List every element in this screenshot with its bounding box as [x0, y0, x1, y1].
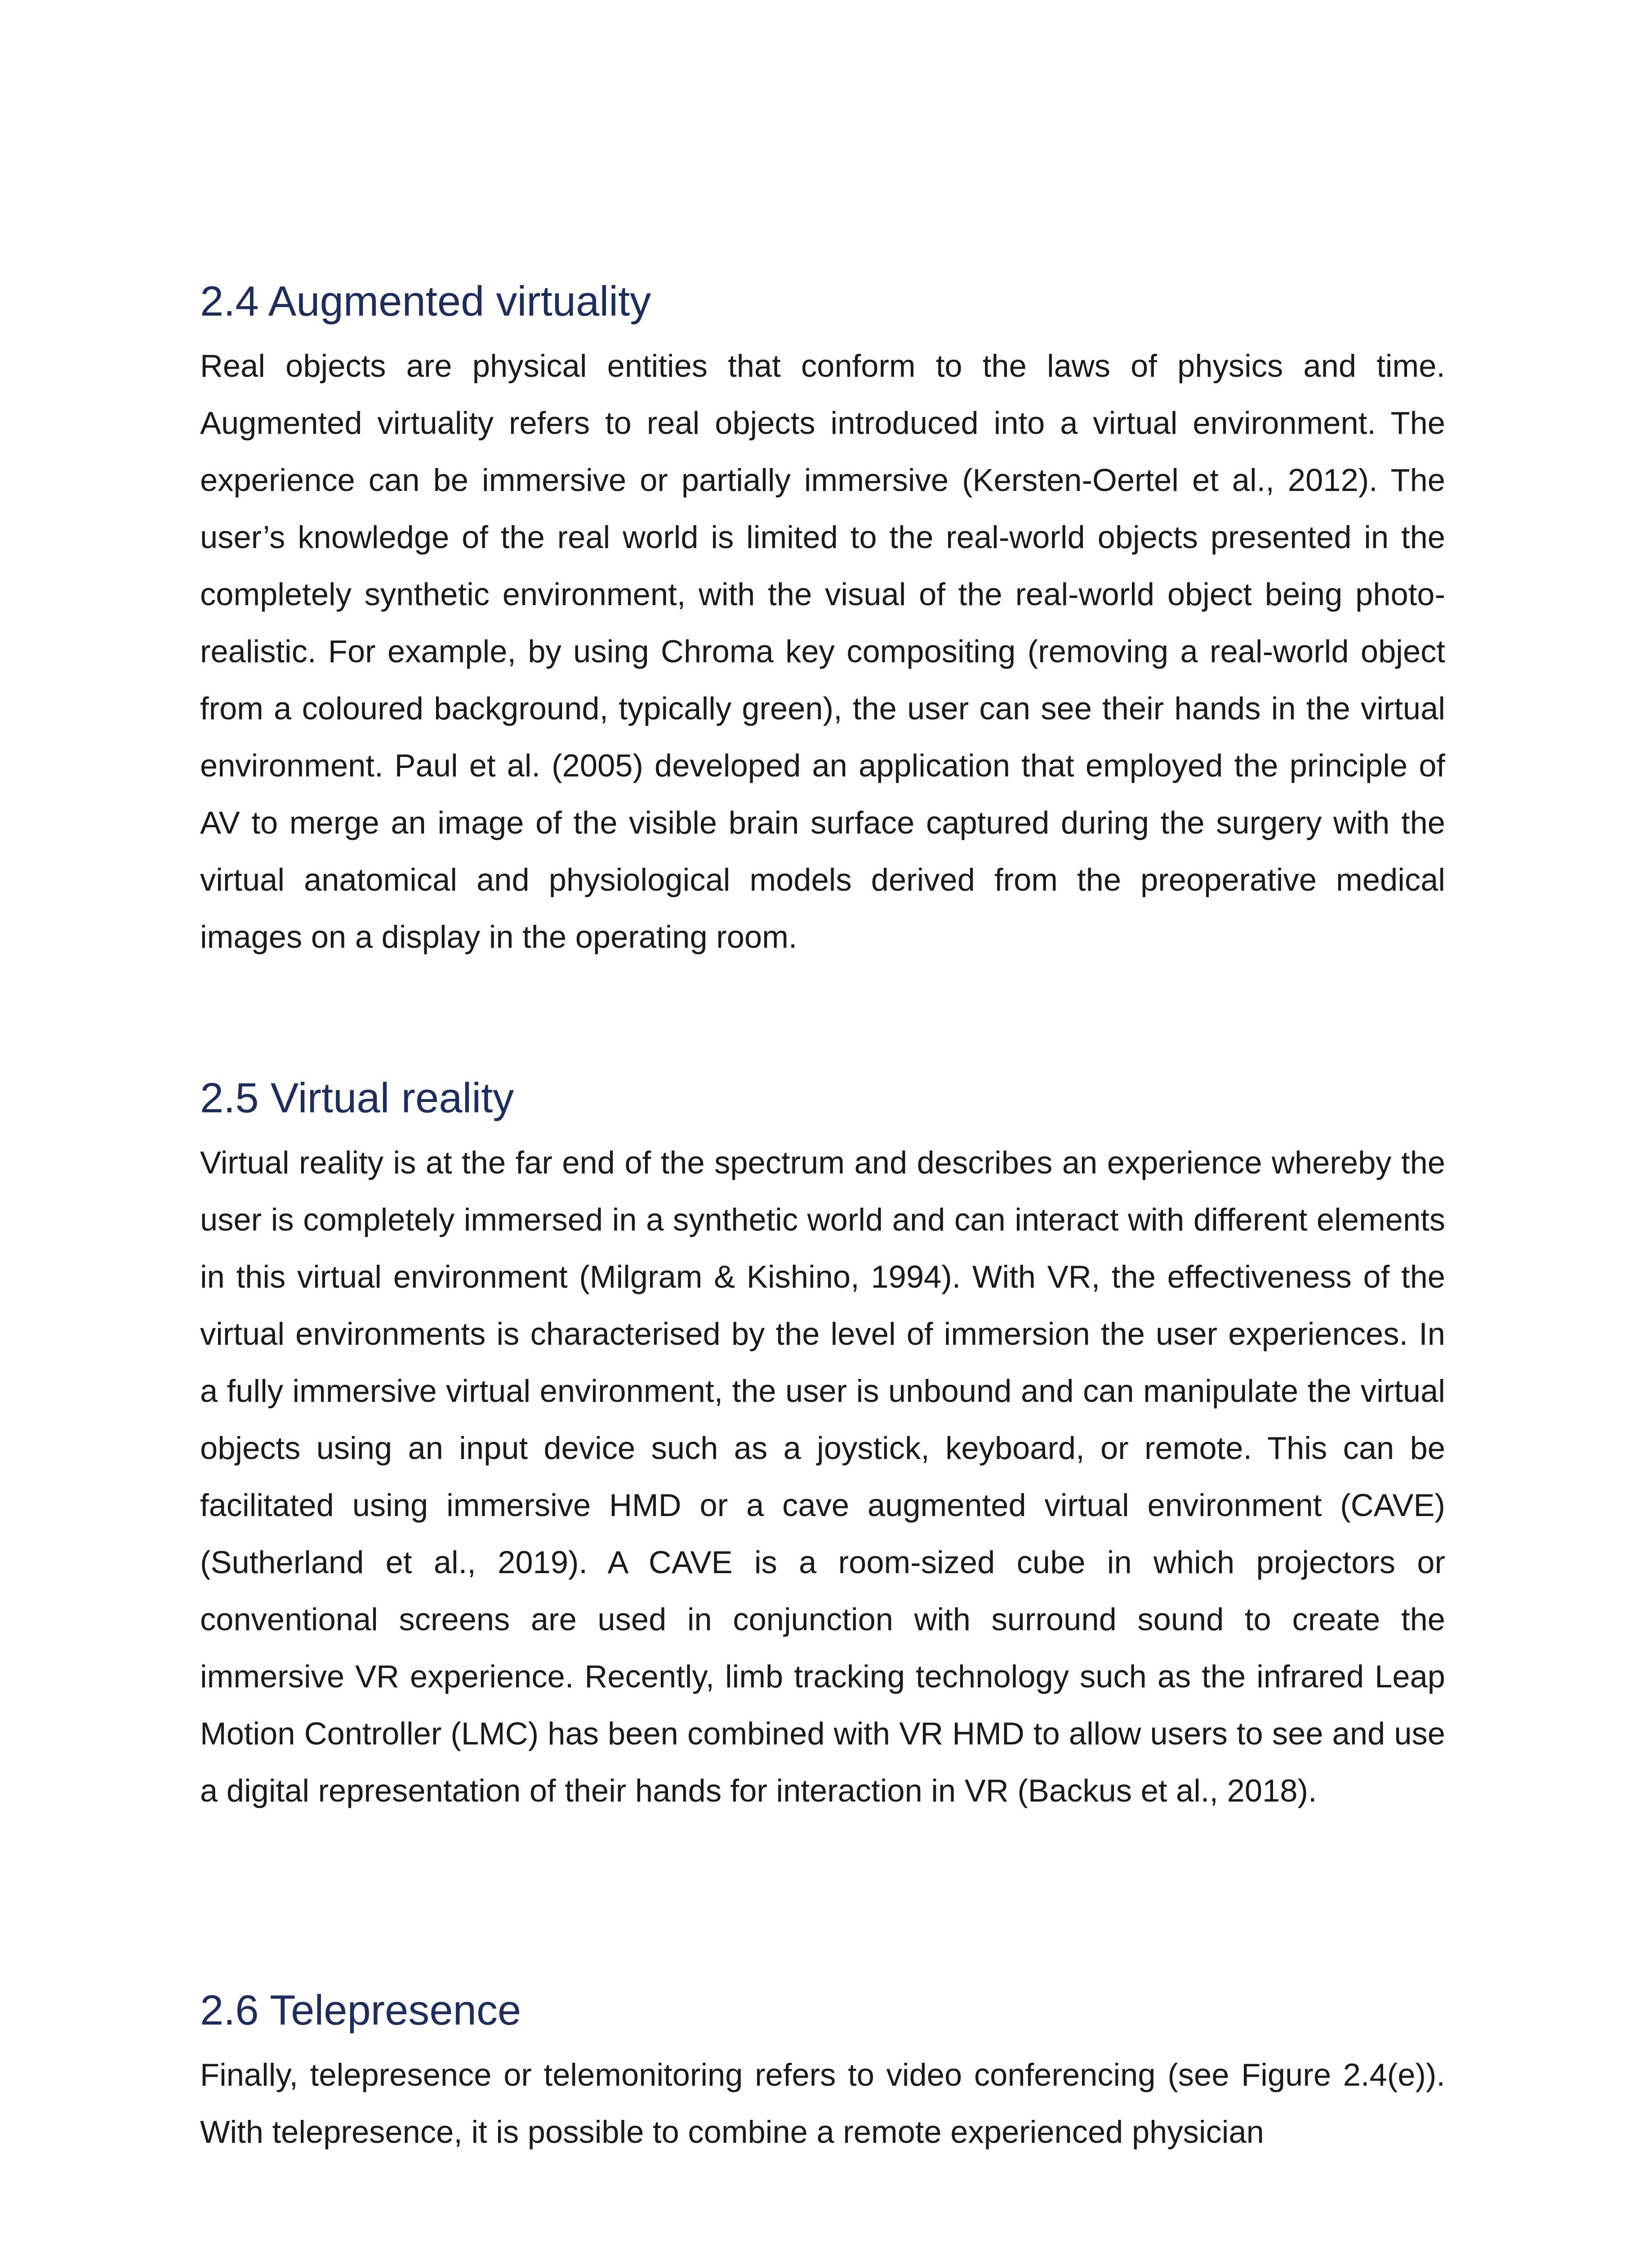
- section-paragraph: Finally, telepresence or telemonitoring refers to video conferencing (see Figure 2.4(e)). With telepresence, it is possible to combine a remote experienced physician: [200, 2057, 1445, 2150]
- section-telepresence: [200, 1983, 1445, 2160]
- section-augmented-virtuality: [200, 274, 1445, 965]
- section-heading: 2.6 Telepresence: [200, 1986, 521, 2034]
- section-paragraph: Real objects are physical entities that conform to the laws of physics and time. Augmented virtuality refers to real objects introduced into a virtual environment. The experience can be immersive or partially immersive (Kersten-Oertel et al., 2012). The user’s knowledge of the real world is limited to the real-world objects presented in the completely synthetic environment, with the visual of the real-world object being photo-realistic. For example, by using Chroma key compositing (removing a real-world object from a coloured background, typically green), the user can see their hands in the virtual environment. Paul et al. (2005) developed an application that employed the principle of AV to merge an image of the visible brain surface captured during the surgery with the virtual anatomical and physiological models derived from the preoperative medical images on a display in the operating room.: [200, 348, 1445, 955]
- section-virtual-reality: [200, 1071, 1445, 1819]
- section-heading: 2.4 Augmented virtuality: [200, 277, 651, 325]
- section-heading: 2.5 Virtual reality: [200, 1074, 514, 1121]
- section-paragraph: Virtual reality is at the far end of the spectrum and describes an experience whereby the user is completely immersed in a synthetic world and can interact with different elements in this virtual environment (Milgram & Kishino, 1994). With VR, the effectiveness of the virtual environments is characterised by the level of immersion the user experiences. In a fully immersive virtual environment, the user is unbound and can manipulate the virtual objects using an input device such as a joystick, keyboard, or remote. This can be facilitated using immersive HMD or a cave augmented virtual environment (CAVE) (Sutherland et al., 2019). A CAVE is a room-sized cube in which projectors or conventional screens are used in conjunction with surround sound to create the immersive VR experience. Recently, limb tracking technology such as the infrared Leap Motion Controller (LMC) has been combined with VR HMD to allow users to see and use a digital representation of their hands for interaction in VR (Backus et al., 2018).: [200, 1145, 1445, 1808]
